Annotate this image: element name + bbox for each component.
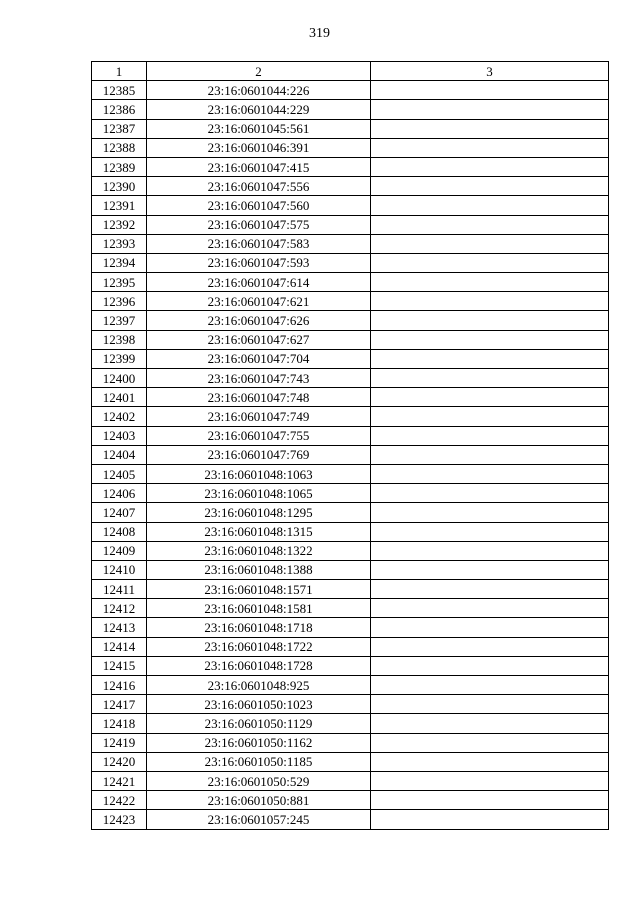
table-row xyxy=(92,100,609,119)
notes-cell xyxy=(371,656,609,675)
row-number-cell: 12404 xyxy=(92,445,147,464)
cadastral-number-cell: 23:16:0601046:391 xyxy=(147,138,371,157)
notes-cell xyxy=(371,407,609,426)
row-number-cell: 12411 xyxy=(92,580,147,599)
row-number-cell: 12410 xyxy=(92,560,147,579)
row-number-cell: 12391 xyxy=(92,196,147,215)
table-row xyxy=(92,196,609,215)
cadastral-number-cell: 23:16:0601048:1718 xyxy=(147,618,371,637)
row-number-cell: 12419 xyxy=(92,733,147,752)
notes-cell xyxy=(371,138,609,157)
table-row xyxy=(92,311,609,330)
cadastral-number-cell: 23:16:0601048:1571 xyxy=(147,580,371,599)
table-row xyxy=(92,541,609,560)
cadastral-number-cell: 23:16:0601050:1185 xyxy=(147,752,371,771)
row-number-cell: 12395 xyxy=(92,273,147,292)
cadastral-number-cell: 23:16:0601047:621 xyxy=(147,292,371,311)
row-number-cell: 12415 xyxy=(92,656,147,675)
row-number-cell: 12403 xyxy=(92,426,147,445)
table-row xyxy=(92,714,609,733)
table-row xyxy=(92,292,609,311)
table-body xyxy=(92,81,609,829)
table-row xyxy=(92,810,609,829)
notes-cell xyxy=(371,618,609,637)
row-number-cell: 12386 xyxy=(92,100,147,119)
cadastral-number-cell: 23:16:0601048:1315 xyxy=(147,522,371,541)
table-row xyxy=(92,119,609,138)
table-row xyxy=(92,445,609,464)
row-number-cell: 12387 xyxy=(92,119,147,138)
cadastral-number-cell: 23:16:0601050:1162 xyxy=(147,733,371,752)
notes-cell xyxy=(371,791,609,810)
row-number-cell: 12416 xyxy=(92,676,147,695)
notes-cell xyxy=(371,292,609,311)
notes-cell xyxy=(371,253,609,272)
row-number-cell: 12412 xyxy=(92,599,147,618)
notes-cell xyxy=(371,637,609,656)
cadastral-number-cell: 23:16:0601047:748 xyxy=(147,388,371,407)
cadastral-number-cell: 23:16:0601057:245 xyxy=(147,810,371,829)
row-number-cell: 12390 xyxy=(92,177,147,196)
row-number-cell: 12407 xyxy=(92,503,147,522)
row-number-cell: 12385 xyxy=(92,81,147,100)
cadastral-number-cell: 23:16:0601047:593 xyxy=(147,253,371,272)
notes-cell xyxy=(371,81,609,100)
cadastral-number-cell: 23:16:0601047:627 xyxy=(147,330,371,349)
table-row xyxy=(92,560,609,579)
cadastral-number-cell: 23:16:0601050:529 xyxy=(147,771,371,790)
notes-cell xyxy=(371,426,609,445)
table-row xyxy=(92,752,609,771)
row-number-cell: 12392 xyxy=(92,215,147,234)
table-row xyxy=(92,138,609,157)
notes-cell xyxy=(371,215,609,234)
table-row xyxy=(92,503,609,522)
cadastral-number-cell: 23:16:0601048:1581 xyxy=(147,599,371,618)
row-number-cell: 12422 xyxy=(92,791,147,810)
cadastral-number-cell: 23:16:0601047:583 xyxy=(147,234,371,253)
notes-cell xyxy=(371,695,609,714)
cadastral-number-cell: 23:16:0601047:575 xyxy=(147,215,371,234)
cadastral-number-cell: 23:16:0601047:743 xyxy=(147,369,371,388)
notes-cell xyxy=(371,464,609,483)
notes-cell xyxy=(371,177,609,196)
notes-cell xyxy=(371,369,609,388)
column-header-2: 2 xyxy=(147,62,371,81)
row-number-cell: 12396 xyxy=(92,292,147,311)
cadastral-number-cell: 23:16:0601048:1728 xyxy=(147,656,371,675)
cadastral-number-cell: 23:16:0601047:626 xyxy=(147,311,371,330)
notes-cell xyxy=(371,560,609,579)
page-number: 319 xyxy=(309,26,330,41)
cadastral-number-cell: 23:16:0601050:1023 xyxy=(147,695,371,714)
notes-cell xyxy=(371,810,609,829)
row-number-cell: 12400 xyxy=(92,369,147,388)
cadastral-number-cell: 23:16:0601047:704 xyxy=(147,349,371,368)
cadastral-number-cell: 23:16:0601047:614 xyxy=(147,273,371,292)
cadastral-number-cell: 23:16:0601047:556 xyxy=(147,177,371,196)
table-row xyxy=(92,637,609,656)
row-number-cell: 12417 xyxy=(92,695,147,714)
table-row xyxy=(92,407,609,426)
cadastral-number-cell: 23:16:0601048:1388 xyxy=(147,560,371,579)
notes-cell xyxy=(371,541,609,560)
cadastral-number-cell: 23:16:0601048:1065 xyxy=(147,484,371,503)
row-number-cell: 12397 xyxy=(92,311,147,330)
table-row xyxy=(92,81,609,100)
cadastral-number-cell: 23:16:0601050:1129 xyxy=(147,714,371,733)
notes-cell xyxy=(371,388,609,407)
table-row xyxy=(92,771,609,790)
row-number-cell: 12413 xyxy=(92,618,147,637)
row-number-cell: 12388 xyxy=(92,138,147,157)
cadastral-number-cell: 23:16:0601047:769 xyxy=(147,445,371,464)
column-header-1: 1 xyxy=(92,62,147,81)
notes-cell xyxy=(371,157,609,176)
table-row xyxy=(92,522,609,541)
cadastral-number-cell: 23:16:0601047:560 xyxy=(147,196,371,215)
table-row xyxy=(92,253,609,272)
cadastral-number-cell: 23:16:0601048:1322 xyxy=(147,541,371,560)
column-header-3: 3 xyxy=(371,62,609,81)
notes-cell xyxy=(371,273,609,292)
cadastral-number-cell: 23:16:0601048:1722 xyxy=(147,637,371,656)
table-row xyxy=(92,618,609,637)
cadastral-number-cell: 23:16:0601050:881 xyxy=(147,791,371,810)
table-row xyxy=(92,273,609,292)
notes-cell xyxy=(371,676,609,695)
row-number-cell: 12394 xyxy=(92,253,147,272)
row-number-cell: 12414 xyxy=(92,637,147,656)
table-row xyxy=(92,733,609,752)
notes-cell xyxy=(371,771,609,790)
notes-cell xyxy=(371,484,609,503)
table-row xyxy=(92,599,609,618)
row-number-cell: 12409 xyxy=(92,541,147,560)
row-number-cell: 12401 xyxy=(92,388,147,407)
cadastral-number-cell: 23:16:0601048:925 xyxy=(147,676,371,695)
table-row xyxy=(92,695,609,714)
table-row xyxy=(92,484,609,503)
cadastral-number-cell: 23:16:0601048:1295 xyxy=(147,503,371,522)
table-row xyxy=(92,349,609,368)
notes-cell xyxy=(371,311,609,330)
table-row xyxy=(92,157,609,176)
table-row xyxy=(92,234,609,253)
notes-cell xyxy=(371,522,609,541)
row-number-cell: 12421 xyxy=(92,771,147,790)
table-row xyxy=(92,656,609,675)
cadastral-number-cell: 23:16:0601047:415 xyxy=(147,157,371,176)
table-row xyxy=(92,580,609,599)
notes-cell xyxy=(371,196,609,215)
table-row xyxy=(92,369,609,388)
cadastral-number-cell: 23:16:0601045:561 xyxy=(147,119,371,138)
cadastral-number-cell: 23:16:0601048:1063 xyxy=(147,464,371,483)
table-row xyxy=(92,676,609,695)
row-number-cell: 12423 xyxy=(92,810,147,829)
row-number-cell: 12408 xyxy=(92,522,147,541)
notes-cell xyxy=(371,733,609,752)
cadastral-table xyxy=(91,61,609,830)
row-number-cell: 12402 xyxy=(92,407,147,426)
table-row xyxy=(92,388,609,407)
row-number-cell: 12389 xyxy=(92,157,147,176)
notes-cell xyxy=(371,234,609,253)
table-row xyxy=(92,791,609,810)
table-row xyxy=(92,426,609,445)
notes-cell xyxy=(371,580,609,599)
notes-cell xyxy=(371,349,609,368)
table-row xyxy=(92,215,609,234)
notes-cell xyxy=(371,503,609,522)
cadastral-number-cell: 23:16:0601047:749 xyxy=(147,407,371,426)
notes-cell xyxy=(371,599,609,618)
row-number-cell: 12398 xyxy=(92,330,147,349)
cadastral-number-cell: 23:16:0601044:226 xyxy=(147,81,371,100)
notes-cell xyxy=(371,330,609,349)
cadastral-number-cell: 23:16:0601047:755 xyxy=(147,426,371,445)
row-number-cell: 12393 xyxy=(92,234,147,253)
row-number-cell: 12405 xyxy=(92,464,147,483)
row-number-cell: 12418 xyxy=(92,714,147,733)
cadastral-number-cell: 23:16:0601044:229 xyxy=(147,100,371,119)
table-row xyxy=(92,464,609,483)
table-row xyxy=(92,330,609,349)
row-number-cell: 12399 xyxy=(92,349,147,368)
table-header-row xyxy=(92,62,609,81)
row-number-cell: 12420 xyxy=(92,752,147,771)
notes-cell xyxy=(371,119,609,138)
notes-cell xyxy=(371,714,609,733)
notes-cell xyxy=(371,752,609,771)
notes-cell xyxy=(371,445,609,464)
row-number-cell: 12406 xyxy=(92,484,147,503)
table-row xyxy=(92,177,609,196)
notes-cell xyxy=(371,100,609,119)
